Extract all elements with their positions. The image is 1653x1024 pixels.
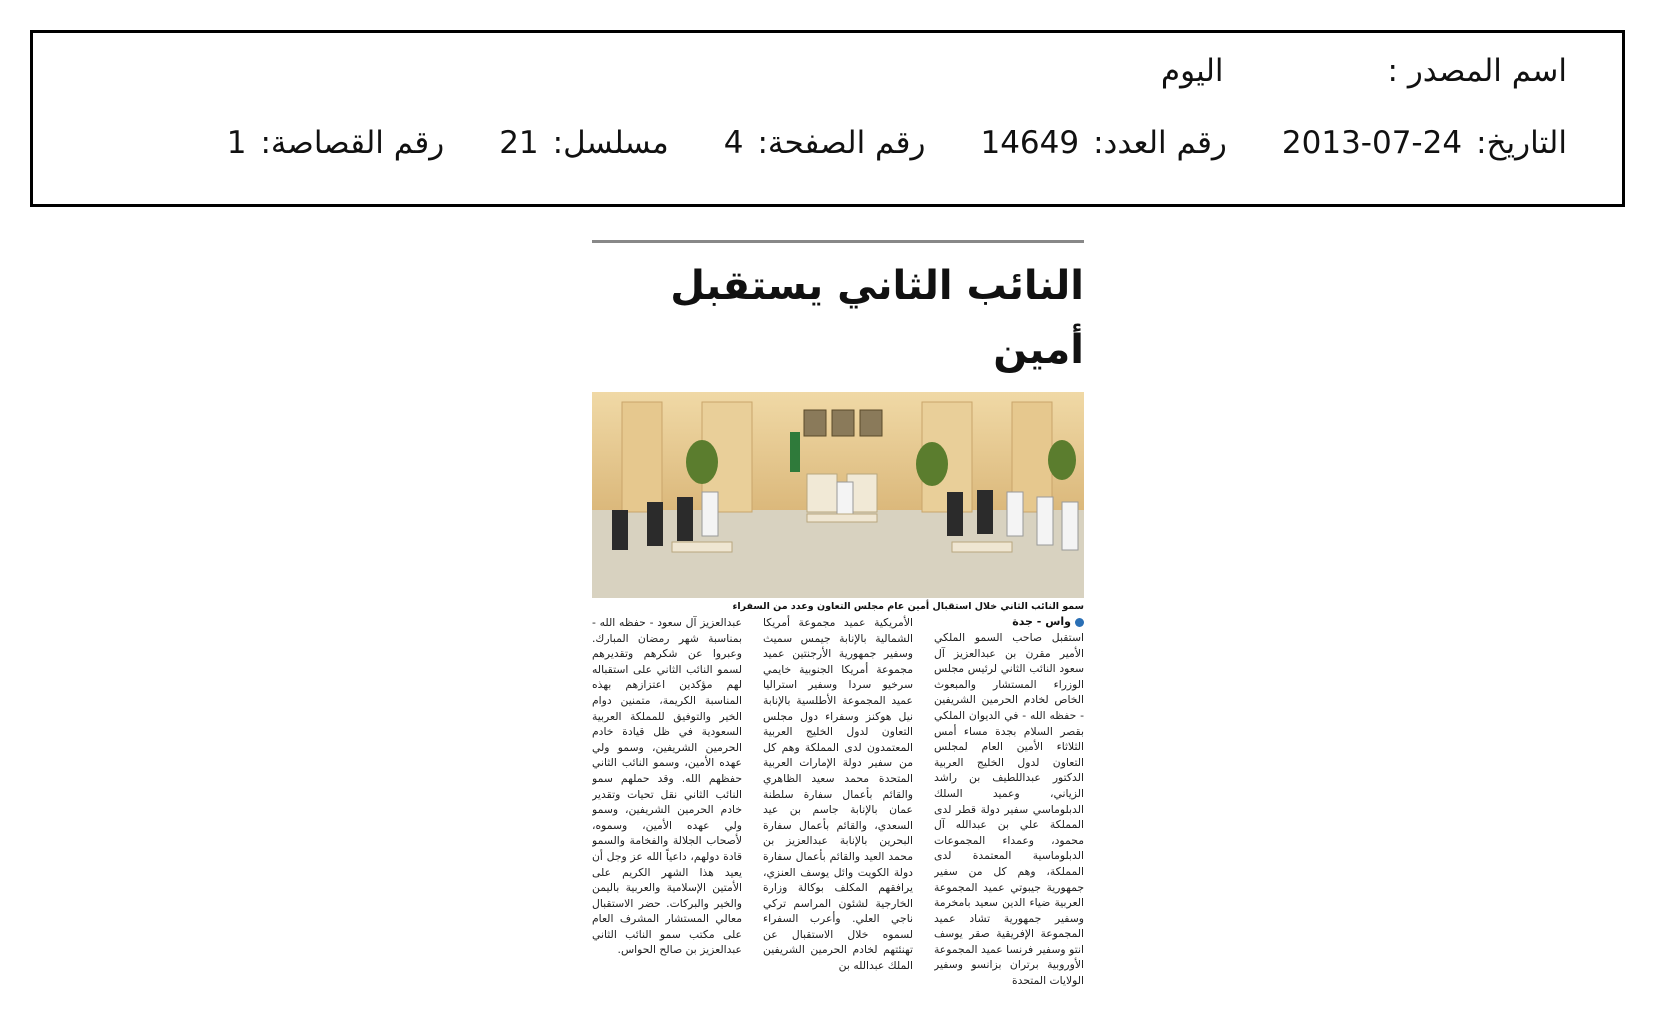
article-column-2: الأمريكية عميد مجموعة أمريكا الشمالية بالإنابة جيمس سميث وسفير جمهورية الأرجنتين عميد مجموعة أمريكا الجنوبية خايمي سرخيو سردا وسفير استراليا عميد المجموعة الأطلسية بالإنابة نيل هوكنز وسفراء دول مجلس التعاون لدول الخليج العربية المعتمدون لدى المملكة وهم كل من سفير دولة الإمارات العربية المتحدة محمد سعيد الظاهري والقائم بأعمال سفارة سلطنة عمان بالإنابة جاسم بن عيد السعدي، والقائم بأعمال سفارة البحرين بالإنابة عبدالعزيز بن محمد العيد والقائم بأعمال سفارة دولة الكويت وائل يوسف العنزي، يرافقهم المكلف بوكالة وزارة الخارجية لشئون المراسم تركي ناجي العلي. وأعرب السفراء لسموه خلال الاستقبال عن تهنئتهم لخادم الحرمين الشريفين الملك عبدالله بن	[763, 616, 913, 973]
reception-photo-illustration	[592, 392, 1084, 598]
clip-number-field	[227, 125, 444, 161]
date-label: التاريخ:	[1476, 125, 1567, 161]
date-value: 2013-07-24	[1281, 125, 1463, 161]
date-field	[1282, 125, 1567, 161]
page-label: رقم الصفحة:	[757, 125, 926, 161]
page-value: 4	[723, 125, 744, 161]
clip-number-value: 1	[226, 125, 247, 161]
clipping-header	[30, 30, 1625, 207]
bullet-dot-icon	[1075, 618, 1084, 627]
article-photo	[592, 392, 1084, 598]
source-value: اليوم	[1160, 53, 1224, 89]
metadata-row	[73, 125, 1567, 161]
issue-field	[980, 125, 1226, 161]
issue-label: رقم العدد:	[1093, 125, 1227, 161]
article-column-3: عبدالعزيز آل سعود - حفظه الله - بمناسبة شهر رمضان المبارك. وعبروا عن شكرهم وتقديرهم لسمو النائب الثاني على استقباله لهم مؤكدين اعتزازهم بهذه المناسبة الكريمة، متمنين دوام الخير والتوفيق للمملكة العربية السعودية في ظل قيادة خادم الحرمين الشريفين، وسمو ولي عهده الأمين، وسمو النائب الثاني حفظهم الله. وقد حملهم سمو النائب الثاني نقل تحيات وتقدير خادم الحرمين الشريفين، وسمو ولي عهده الأمين، وسموه، لأصحاب الجلالة والفخامة والسمو قادة دولهم، داعياً الله عز وجل أن يعيد هذا الشهر الكريم على الأمتين الإسلامية والعربية باليمن والخير والبركات. حضر الاستقبال معالي المستشار المشرف العام على مكتب سمو النائب الثاني عبدالعزيز بن صالح الحواس.	[592, 616, 742, 957]
newspaper-clipping	[592, 240, 1084, 1010]
serial-value: 21	[499, 125, 539, 161]
clip-number-label: رقم القصاصة:	[260, 125, 445, 161]
dateline-text: واس - جدة	[1012, 615, 1071, 628]
serial-label: مسلسل:	[552, 125, 669, 161]
issue-value: 14649	[980, 125, 1080, 161]
photo-caption: سمو النائب الثاني خلال استقبال أمين عام مجلس التعاون وعدد من السفراء	[732, 601, 1084, 612]
serial-field	[499, 125, 669, 161]
article-column-1: استقبل صاحب السمو الملكي الأمير مقرن بن عبدالعزيز آل سعود النائب الثاني لرئيس مجلس الوزراء المستشار والمبعوث الخاص لخادم الحرمين الشريفين - حفظه الله - في الديوان الملكي بقصر السلام بجدة مساء أمس الثلاثاء الأمين العام لمجلس التعاون لدول الخليج العربية الدكتور عبداللطيف بن راشد الزياني، وعميد السلك الدبلوماسي سفير دولة قطر لدى المملكة علي بن عبدالله آل محمود، وعمداء المجموعات الدبلوماسية المعتمدة لدى المملكة، وهم كل من سفير جمهورية جيبوتي عميد المجموعة العربية ضياء الدين سعيد بامخرمة وسفير جمهورية تشاد عميد المجموعة الإفريقية صقر يوسف انتو وسفير فرنسا عميد المجموعة الأوروبية برتران بزانسو وسفير الولايات المتحدة	[934, 631, 1084, 988]
headline-line-1: النائب الثاني يستقبل أمين	[670, 263, 1084, 373]
top-rule	[592, 240, 1084, 243]
source-label: اسم المصدر :	[1387, 53, 1567, 89]
dateline	[1012, 615, 1084, 629]
page-field	[724, 125, 926, 161]
source-row	[73, 53, 1567, 89]
